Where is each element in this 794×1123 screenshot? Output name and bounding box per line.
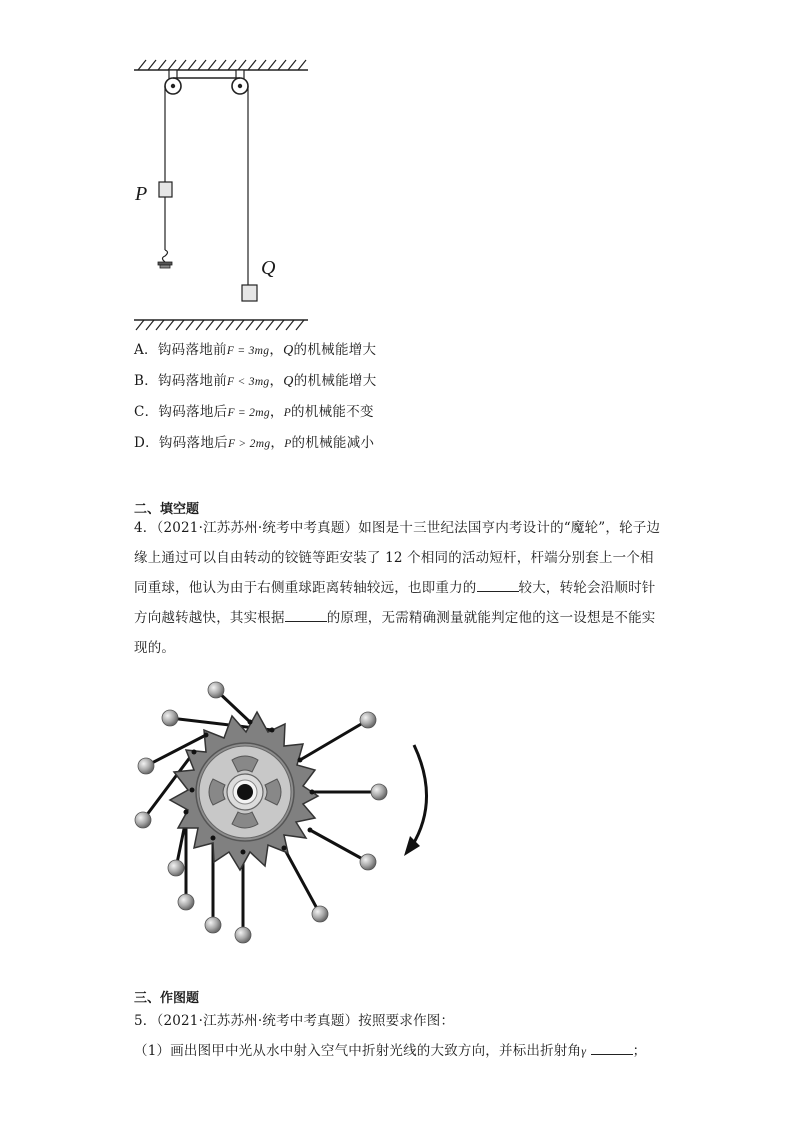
ceiling-hatch [138,60,306,70]
option-d: D．钩码落地后F > 2mg，P的机械能减小 [134,435,375,451]
option-c: C．钩码落地后F = 2mg，P的机械能不变 [134,404,374,420]
question-5-line-1: 5．（2021·江苏苏州·统考中考真题）按照要求作图： [134,1013,455,1029]
block-p [159,182,172,197]
answer-blank-2[interactable] [285,607,327,622]
ground-hatch [136,320,304,330]
magic-wheel-figure [120,672,440,952]
wheel-axle [237,784,253,800]
answer-blank-1[interactable] [477,577,519,592]
question-5-line-2: （1）画出图甲中光从水中射入空气中折射光线的大致方向，并标出折射角γ ； [134,1036,646,1066]
hook-weight [158,262,172,265]
q4-line-2: 缘上通过可以自由转动的铰链等距安装了 12 个相同的活动短杆，杆端分别套上一个相 [134,550,654,566]
option-a: A．钩码落地前F = 3mg，Q的机械能增大 [134,342,377,358]
label-q: Q [261,257,276,279]
option-b: B．钩码落地前F < 3mg，Q的机械能增大 [134,373,377,389]
q4-line-5: 现的。 [134,640,176,656]
question-4-text [134,513,664,663]
label-p: P [135,183,148,205]
section-title-drawing: 三、作图题 [134,991,200,1006]
q4-line-1: 4．（2021·江苏苏州·统考中考真题）如图是十三世纪法国亨内考设计的“魔轮”，轮子边 [134,520,661,536]
hook-icon [163,250,168,262]
pulley-figure [0,0,794,340]
section-title-fill-in: 二、填空题 [134,502,200,517]
block-q [242,285,257,301]
answer-blank-3[interactable] [591,1040,633,1055]
clockwise-arrow-icon [412,745,427,846]
q4-line-4: 方向越转越快，其实根据 的原理，无需精确测量就能判定他的这一设想是不能实 [134,603,664,633]
q4-line-3: 同重球，他认为由于右侧重球距离转轴较远，也即重力的 较大，转轮会沿顺时针 [134,573,664,603]
